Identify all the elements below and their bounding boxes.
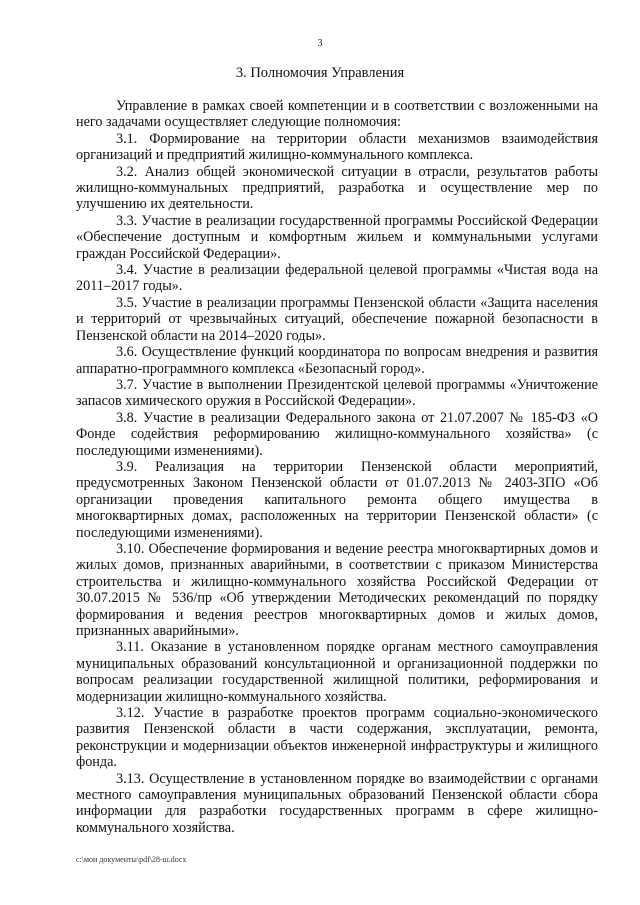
item-3-1: 3.1. Формирование на территории области механизмов взаимодействия организаций и предприятий жилищно-коммунального комплекса. — [76, 130, 598, 164]
item-3-5: 3.5. Участие в реализации программы Пензенской области «Защита населения и территорий от чрезвычайных ситуаций, обеспечение пожарной безопасности в Пензенской области на 2014–2020 годы». — [76, 294, 598, 344]
item-3-8: 3.8. Участие в реализации Федерального закона от 21.07.2007 № 185-ФЗ «О Фонде содействия реформированию жилищно-коммунального хозяйства» (с последующими изменениями). — [76, 409, 598, 459]
section-title: 3. Полномочия Управления — [235, 65, 405, 81]
item-3-2: 3.2. Анализ общей экономической ситуации в отрасли, результатов работы жилищно-коммунальных предприятий, разработка и осуществление мер по улучшению их деятельности. — [76, 163, 598, 213]
intro-paragraph: Управление в рамках своей компетенции и в соответствии с возложенными на него задачами осуществляет следующие полномочия: — [76, 98, 598, 131]
item-3-3: 3.3. Участие в реализации государственной программы Российской Федерации «Обеспечение доступным и комфортным жильем и коммунальными услугами граждан Российской Федерации». — [76, 212, 598, 262]
item-3-12: 3.12. Участие в разработке проектов программ социально-экономического развития Пензенской области в части содержания, эксплуатации, ремонта, реконструкции и модернизации объектов инженерной инфраструктуры и жилищного фонда. — [76, 705, 598, 771]
item-3-11: 3.11. Оказание в установленном порядке органам местного самоуправления муниципальных образований консультационной и организационной поддержки по вопросам реализации государственной жилищной политики, реформирования и модернизации жилищно-коммунального хозяйства. — [76, 639, 598, 705]
item-3-10: 3.10. Обеспечение формирования и ведение реестра многоквартирных домов и жилых домов, признанных аварийными, в соответствии с приказом Министерства строительства и жилищно-коммунального хозяйства Российской Федерации от 30.07.2015 № 536/пр «Об утверждении Методических рекомендаций по порядку формирования и ведения реестров многоквартирных домов и жилых домов, признанных аварийными». — [76, 540, 598, 639]
footer-file-path: c:\мои документы\pdf\28-ш.docx — [76, 855, 187, 864]
page-number: 3 — [317, 38, 323, 49]
item-3-9: 3.9. Реализация на территории Пензенской области мероприятий, предусмотренных Законом Пензенской области от 01.07.2013 № 2403-ЗПО «Об организации проведения капитального ремонта общего имущества в многоквартирных домах, расположенных на территории Пензенской области» (с последующими изменениями). — [76, 458, 598, 541]
item-3-6: 3.6. Осуществление функций координатора по вопросам внедрения и развития аппаратно-программного комплекса «Безопасный город». — [76, 344, 598, 377]
item-3-7: 3.7. Участие в выполнении Президентской целевой программы «Уничтожение запасов химического оружия в Российской Федерации». — [76, 376, 598, 410]
item-3-13: 3.13. Осуществление в установленном порядке во взаимодействии с органами местного самоуправления муниципальных образований Пензенской области сбора информации для разработки государственных программ в сфере жилищно-коммунального хозяйства. — [76, 770, 598, 836]
document-body — [76, 98, 598, 836]
item-3-4: 3.4. Участие в реализации федеральной целевой программы «Чистая вода на 2011–2017 годы». — [76, 262, 598, 295]
